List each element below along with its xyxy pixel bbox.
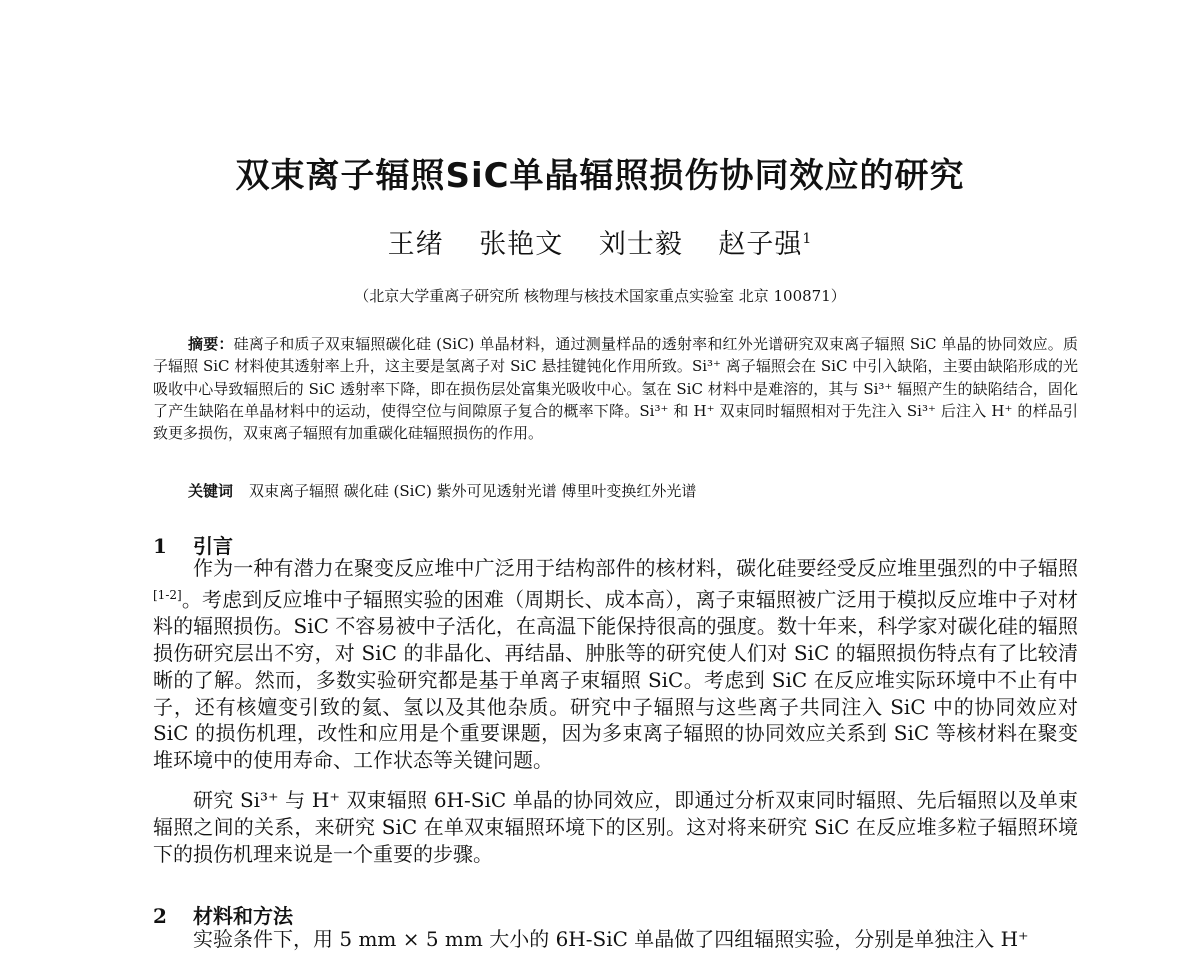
author-superscript: 1 <box>802 231 813 247</box>
affiliation: （北京大学重离子研究所 核物理与核技术国家重点实验室 北京 100871） <box>354 287 846 305</box>
author-name: 王绪 <box>387 229 444 260</box>
abstract-label: 摘要： <box>188 335 234 353</box>
author-name-text: 赵子强 <box>718 229 803 260</box>
keywords <box>188 480 696 501</box>
paper-title: 双束离子辐照SiC单晶辐照损伤协同效应的研究 <box>235 156 965 196</box>
author-name <box>718 229 812 260</box>
author-list <box>0 222 1200 261</box>
section-number: 1 <box>153 534 167 558</box>
section-number: 2 <box>153 904 167 928</box>
keywords-label: 关键词 <box>188 482 234 500</box>
body-paragraph: 研究 Si³⁺ 与 H⁺ 双束辐照 6H-SiC 单晶的协同效应，即通过分析双束同时辐照、先后辐照以及单束辐照之间的关系，来研究 SiC 在单双束辐照环境下的区别。这对将来研究 SiC 在反应堆多粒子辐照环境下的损伤机理来说是一个重要的步骤。 <box>153 788 1078 866</box>
keywords-text: 双束离子辐照 碳化硅 (SiC) 紫外可见透射光谱 傅里叶变换红外光谱 <box>249 482 697 500</box>
author-name: 刘士毅 <box>598 229 683 260</box>
paragraph-text: 。考虑到反应堆中子辐照实验的困难（周期长、成本高），离子束辐照被广泛用于模拟反应堆中子对材料的辐照损伤。SiC 不容易被中子活化，在高温下能保持很高的强度。数十年来，科学家对碳化硅的辐照损伤研究层出不穷，对 SiC 的非晶化、再结晶、肿胀等的研究使人们对 SiC 的辐照损伤特点有了比较清晰的了解。然而，多数实验研究都是基于单离子束辐照 SiC。考虑到 SiC 在反应堆实际环境中不止有中子，还有核嬗变引致的氦、氢以及其他杂质。研究中子辐照与这些离子共同注入 SiC 中的协同效应对 SiC 的损伤机理，改性和应用是个重要课题，因为多束离子辐照的协同效应关系到 SiC 等核材料在聚变堆环境中的使用寿命、工作状态等关键问题。 <box>153 587 1078 773</box>
section-title: 引言 <box>193 534 233 558</box>
abstract <box>153 333 1078 444</box>
abstract-text: 硅离子和质子双束辐照碳化硅 (SiC) 单晶材料，通过测量样品的透射率和红外光谱研究双束离子辐照 SiC 单晶的协同效应。质子辐照 SiC 材料使其透射率上升，这主要是氢离子对 SiC 悬挂键钝化作用所致。Si³⁺ 离子辐照会在 SiC 中引入缺陷，主要由缺陷形成的光吸收中心导致辐照后的 SiC 透射率下降，即在损伤层处富集光吸收中心。氢在 SiC 材料中是难溶的，其与 Si³⁺ 辐照产生的缺陷结合，固化了产生缺陷在单晶材料中的运动，使得空位与间隙原子复合的概率下降。Si³⁺ 和 H⁺ 双束同时辐照相对于先注入 Si³⁺ 后注入 H⁺ 的样品引致更多损伤，双束离子辐照有加重碳化硅辐照损伤的作用。 <box>153 335 1078 443</box>
paragraph-text: 作为一种有潜力在聚变反应堆中广泛用于结构部件的核材料，碳化硅要经受反应堆里强烈的中子辐照 <box>193 556 1078 580</box>
citation-ref: [1-2] <box>153 587 182 602</box>
body-paragraph: 实验条件下，用 5 mm × 5 mm 大小的 6H-SiC 单晶做了四组辐照实验，分别是单独注入 H⁺ <box>193 927 1029 951</box>
section-title: 材料和方法 <box>193 904 293 928</box>
body-paragraph <box>153 555 1078 774</box>
section-2-heading <box>153 900 293 929</box>
author-name: 张艳文 <box>479 229 564 260</box>
